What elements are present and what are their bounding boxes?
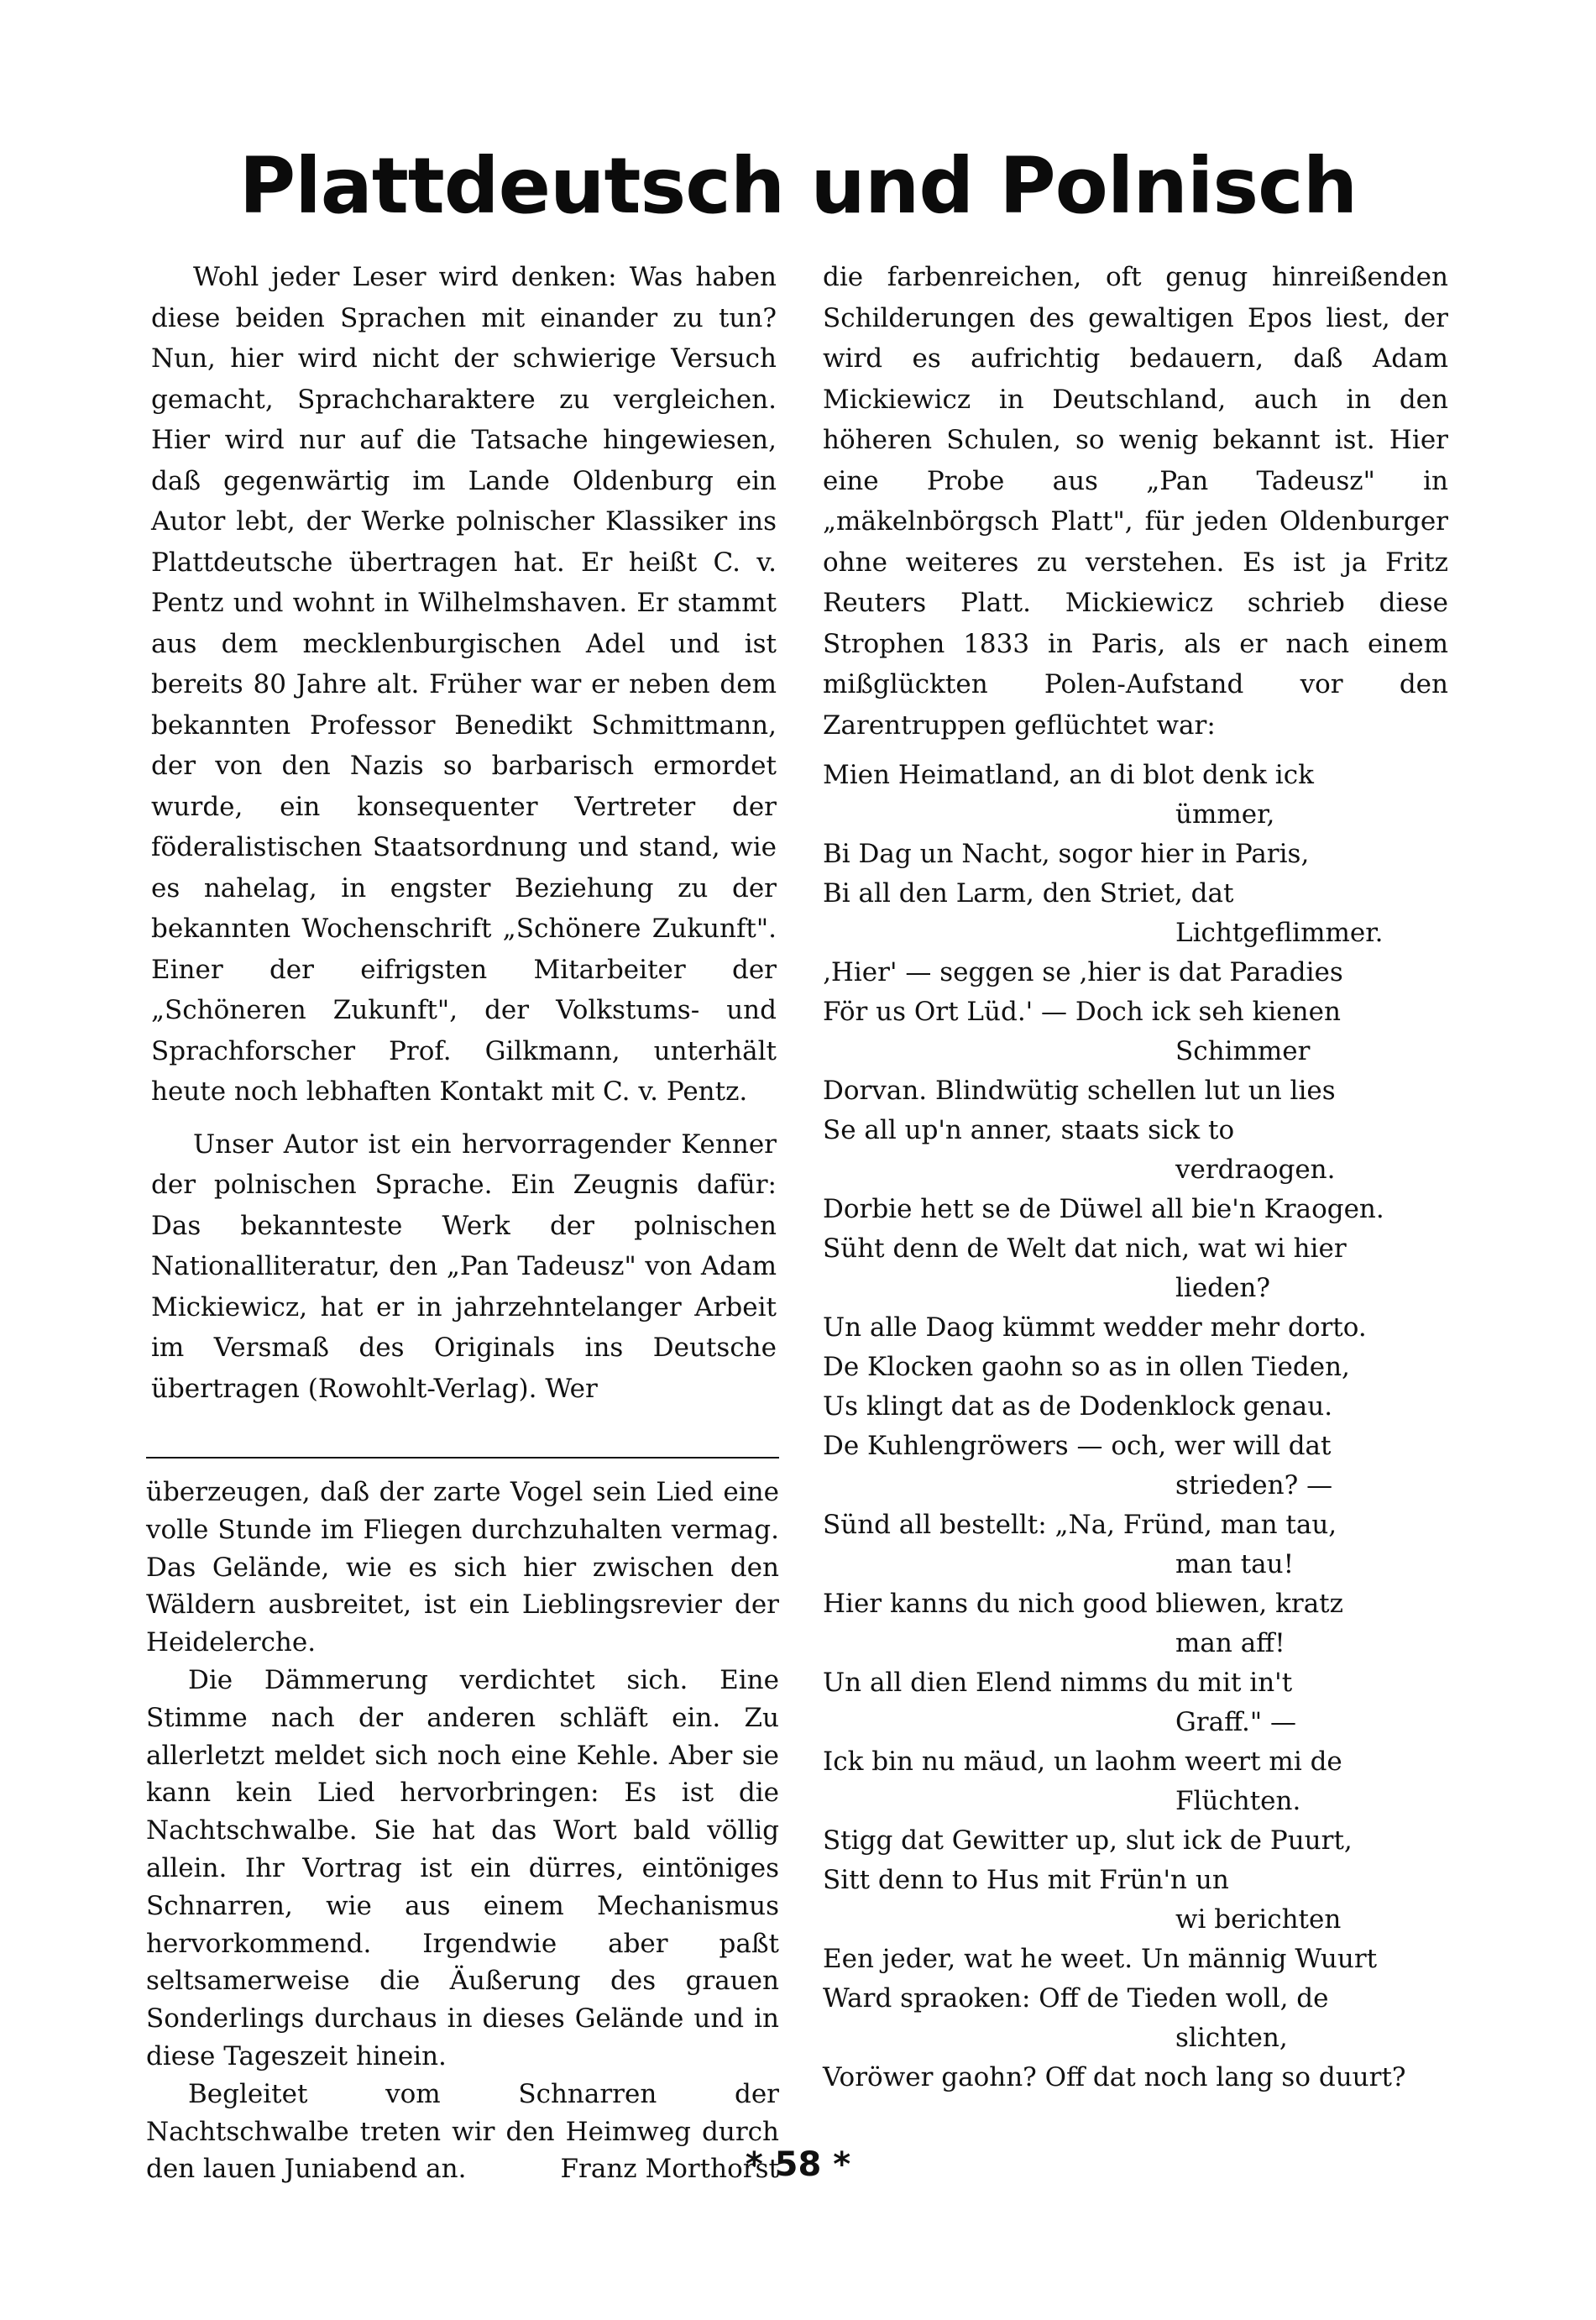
poem-line-continuation: Graff." — — [1175, 1707, 1296, 1737]
left-column-top — [151, 257, 777, 1409]
nightjar-paragraph: Die Dämmerung verdichtet sich. Eine Stimme nach der anderen schläft ein. Zu allerletzt meldet sich noch eine Kehle. Aber sie kann kein Lied hervorbringen: Es ist die Nachtschwalbe. Sie hat das Wort bald völlig allein. Ihr Vortrag ist ein dürres, eintöniges Schnarren, wie aus einem Mechanismus hervorkommend. Irgendwie aber paßt seltsamerweise die Äußerung des grauen Sonderlings durchaus in dieses Gelände und in diese Tageszeit hinein. — [146, 1664, 779, 2071]
poem-line: De Kuhlengröwers — och, wer will dat — [823, 1431, 1332, 1461]
poem-line: Dorbie hett se de Düwel all bie'n Kraogen. — [823, 1194, 1384, 1224]
right-column-top — [823, 257, 1448, 746]
poem-line-continuation: man aff! — [1175, 1628, 1285, 1658]
poem-line: Stigg dat Gewitter up, slut ick de Puurt, — [823, 1825, 1353, 1856]
poem-line: Sünd all bestellt: „Na, Fründ, man tau, — [823, 1510, 1337, 1540]
poem-line: Hier kanns du nich good bliewen, kratz — [823, 1589, 1343, 1619]
poem-line: Bi all den Larm, den Striet, dat — [823, 878, 1234, 909]
closing-text: Begleitet vom Schnarren der Nachtschwalbe treten wir den Heimweg durch den lauen Juniabend an. — [146, 2078, 779, 2185]
author-signature: Franz Morthorst — [560, 2154, 779, 2185]
poem-line: Ward spraoken: Off de Tieden woll, de — [823, 1983, 1329, 2014]
poem-line: Voröwer gaohn? Off dat noch lang so duurt? — [823, 2062, 1406, 2092]
author-paragraph: Unser Autor ist ein hervorragender Kenner der polnischen Sprache. Ein Zeugnis dafür: Das bekannteste Werk der polnischen Nationalliteratur, den „Pan Tadeusz" von Adam Mickiewicz, hat er in jahrzehntelanger Arbeit im Versmaß des Originals ins Deutsche übertragen (Rowohlt-Verlag). Wer — [151, 1129, 777, 1404]
poem-line-continuation: lieden? — [1175, 1273, 1270, 1303]
poem-line-continuation: ümmer, — [1175, 799, 1275, 830]
poem-line: Un alle Daog kümmt wedder mehr dorto. — [823, 1312, 1367, 1343]
poem-line-continuation: man tau! — [1175, 1549, 1295, 1579]
poem-line-continuation: verdraogen. — [1175, 1155, 1336, 1185]
poem-line: Sitt denn to Hus mit Frün'n un — [823, 1865, 1229, 1895]
poem-excerpt — [823, 756, 1461, 2097]
poem-line-continuation: Lichtgeflimmer. — [1175, 918, 1384, 948]
intro-paragraph: Wohl jeder Leser wird denken: Was haben diese beiden Sprachen mit einander zu tun? Nun, hier wird nicht der schwierige Versuch gemacht, Sprachcharaktere zu vergleichen. Hier wird nur auf die Tatsache hingewiesen, daß gegenwärtig im Lande Oldenburg ein Autor lebt, der Werke polnischer Klassiker ins Plattdeutsche übertragen hat. Er heißt C. v. Pentz und wohnt in Wilhelmshaven. Er stammt aus dem mecklenburgischen Adel und ist bereits 80 Jahre alt. Früher war er neben dem bekannten Professor Benedikt Schmittmann, der von den Nazis so barbarisch ermordet wurde, ein konsequenter Vertreter der föderalistischen Staatsordnung und stand, wie es nahelag, in engster Beziehung zu der bekannten Wochenschrift „Schönere Zukunft". Einer der eifrigsten Mitarbeiter der „Schöneren Zukunft", der Volkstums- und Sprachforscher Prof. Gilkmann, unterhält heute noch lebhaften Kontakt mit C. v. Pentz. — [151, 262, 777, 1107]
poem-line-continuation: slichten, — [1175, 2023, 1288, 2053]
poem-line-continuation: strieden? — — [1175, 1470, 1333, 1500]
poem-line: Ick bin nu mäud, un laohm weert mi de — [823, 1747, 1342, 1777]
page-number: * 58 * — [745, 2145, 851, 2184]
poem-line-continuation: Schimmer — [1175, 1036, 1311, 1066]
column-divider — [146, 1457, 779, 1459]
poem-line: Se all up'n anner, staats sick to — [823, 1115, 1235, 1145]
poem-line-continuation: wi berichten — [1175, 1904, 1342, 1935]
poem-line: Bi Dag un Nacht, sogor hier in Paris, — [823, 839, 1310, 869]
poem-line-continuation: Flüchten. — [1175, 1786, 1301, 1816]
poem-line: De Klocken gaohn so as in ollen Tieden, — [823, 1352, 1350, 1382]
poem-line: Us klingt dat as de Dodenklock genau. — [823, 1391, 1333, 1422]
poem-line: Süht denn de Welt dat nich, wat wi hier — [823, 1233, 1347, 1264]
article-title: Plattdeutsch und Polnisch — [238, 141, 1358, 231]
poem-line: Un all dien Elend nimms du mit in't — [823, 1668, 1293, 1698]
poem-line: Dorvan. Blindwütig schellen lut un lies — [823, 1076, 1336, 1106]
poem-line: Een jeder, wat he weet. Un männig Wuurt — [823, 1944, 1378, 1974]
poem-line: ‚Hier' — seggen se ‚hier is dat Paradies — [823, 957, 1343, 987]
left-column-bottom — [146, 1474, 779, 2188]
poem-line: För us Ort Lüd.' — Doch ick seh kienen — [823, 997, 1341, 1027]
lark-paragraph: überzeugen, daß der zarte Vogel sein Lied eine volle Stunde im Fliegen durchzuhalten vermag. Das Gelände, wie es sich hier zwischen den Wäldern ausbreitet, ist ein Lieblingsrevier der Heidelerche. — [146, 1477, 779, 1658]
poem-line: Mien Heimatland, an di blot denk ick — [823, 760, 1314, 790]
continuation-paragraph: die farbenreichen, oft genug hinreißenden Schilderungen des gewaltigen Epos liest, der wird es aufrichtig bedauern, daß Adam Mickiewicz in Deutschland, auch in den höheren Schulen, so wenig bekannt ist. Hier eine Probe aus „Pan Tadeusz" in „mäkelnbörgsch Platt", für jeden Oldenburger ohne weiteres zu verstehen. Es ist ja Fritz Reuters Platt. Mickiewicz schrieb diese Strophen 1833 in Paris, als er nach einem mißglückten Polen-Aufstand vor den Zarentruppen geflüchtet war: — [823, 262, 1448, 741]
